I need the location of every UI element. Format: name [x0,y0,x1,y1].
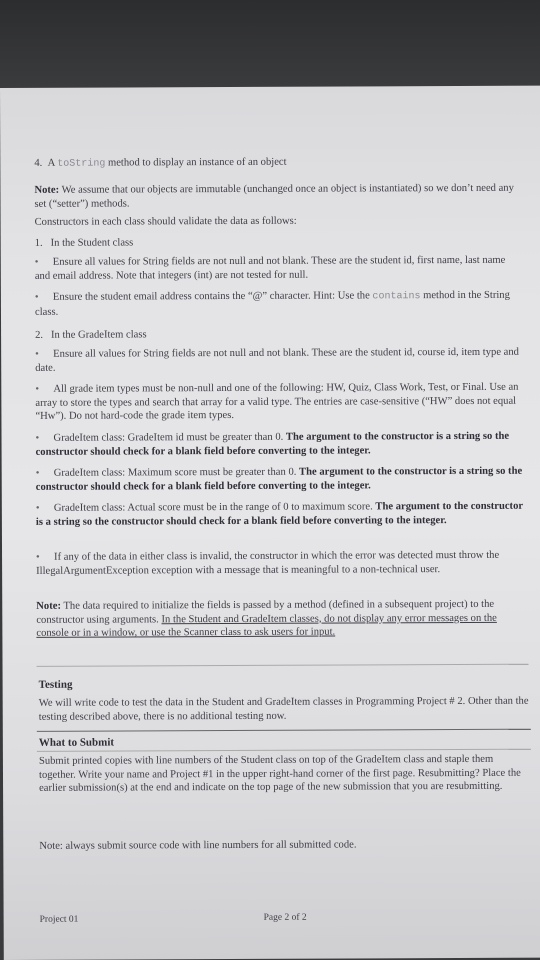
bullet-icon: • [35,502,40,514]
divider [37,664,529,667]
bullet-icon: • [36,551,40,563]
item-4-number: 4. [34,157,43,169]
background-dark-area [0,0,540,92]
bullet-icon: • [34,291,39,303]
note-immutable: Note: We assume that our objects are immutable (unchanged once an object is instantiated) so we don’t need any set (“setter”) methods. [34,182,514,210]
footer-page-number: Page 2 of 2 [263,912,307,923]
note-initialize: Note: The data required to initialize the fields is passed by a method (defined in a subsequent project) to the constructor using arguments. In the Student and GradeItem classes, do not display any error messages on the console or in a window, or use the Scanner class to ask users for input. [36,598,497,640]
student-bullet-1: • Ensure all values for String fields are not null and not blank. These are the student id, first name, last name and email address. Note that integers (int) are not tested for null. [34,254,506,282]
student-heading: 1. In the Student class [34,237,134,249]
bullet-icon: • [35,467,40,479]
gradeitem-bullet-2: • All grade item types must be non-null and one of the following: HW, Quiz, Class Work, Test, or Final. Use an array to store the types and search that array for a valid type. The entries are case-sensitive (“HW” does not equal “Hw”). Do not hard-code the grade item types. [35,381,519,423]
gradeitem-bullet-3: • GradeItem class: GradeItem id must be greater than 0. The argument to the constructor is a string so the constructor should check for a blank field before converting to the integer. [35,430,510,458]
bullet-icon: • [35,348,39,360]
submit-heading: What to Submit [38,736,115,749]
submit-text: Submit printed copies with line numbers of the Student class on top of the GradeItem class and staple them together. Write your name and Project #1 in the upper right-hand corner of the first page. Resubmitting? Place the earlier submission(s) at the end and indicate on the top page of the new submission that you are resubmitting. [38,753,521,795]
bullet-icon: • [34,256,39,268]
bullet-icon: • [35,432,40,444]
note-source-code: Note: always submit source code with line numbers for all submitted code. [39,839,357,852]
gradeitem-bullet-1: • Ensure all values for String fields are not null and not blank. These are the student id, course id, item type and date. [35,346,519,374]
gradeitem-bullet-6: • If any of the data in either class is invalid, the constructor in which the error was detected must throw the IllegalArgumentException exception with a message that is meaningful to a non-technical user. [36,549,500,577]
document-page [0,86,540,960]
contains-code: contains [372,291,421,303]
tostring-code: toString [57,158,106,170]
testing-heading: Testing [38,678,73,691]
testing-text: We will write code to test the data in the Student and GradeItem classes in Programming Project # 2. Other than the testing described above, there is no additional testing now. [38,695,529,723]
bullet-icon: • [35,383,40,395]
gradeitem-bullet-5: • GradeItem class: Actual score must be in the range of 0 to maximum score. The argument to the constructor is a string so the constructor should check for a blank field before converting to the integer. [35,500,523,528]
gradeitem-heading: 2. In the GradeItem class [35,329,147,341]
divider [37,729,531,732]
footer-project: Project 01 [39,914,79,925]
student-bullet-2: • Ensure the student email address contains the “@” character. Hint: Use the contains method in the String class. [34,289,510,318]
item-4: 4. A toString method to display an instance of an object [34,156,287,170]
gradeitem-bullet-4: • GradeItem class: Maximum score must be greater than 0. The argument to the constructor is a string so the constructor should check for a blank field before converting to the integer. [35,465,523,493]
constructors-intro: Constructors in each class should validate the data as follows: [34,215,297,228]
